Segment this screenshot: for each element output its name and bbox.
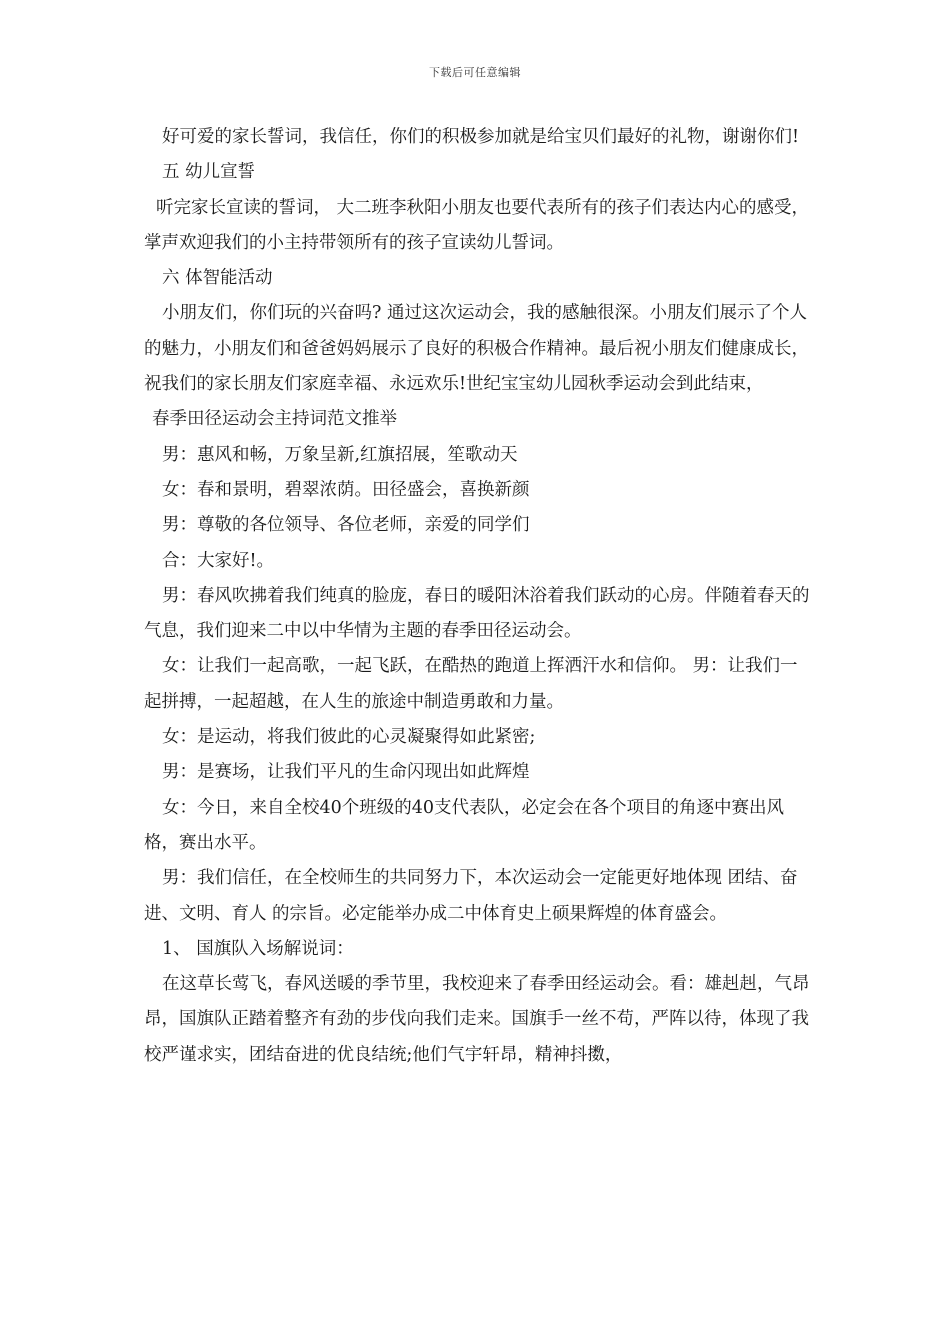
dialogue-line: 女：让我们一起高歌，一起飞跃，在酷热的跑道上挥洒汗水和信仰。 男：让我们一起拼搏，一起超越，在人生的旅途中制造勇敢和力量。 bbox=[144, 656, 798, 712]
dialogue-line: 男：惠风和畅，万象呈新,红旗招展，笙歌动天 bbox=[162, 444, 518, 465]
dialogue-line: 男：是赛场，让我们平凡的生命闪现出如此辉煌 bbox=[162, 762, 530, 783]
section-heading: 五 幼儿宣誓 bbox=[162, 162, 256, 183]
dialogue-line: 女：今日，来自全校40个班级的40支代表队，必定会在各个项目的角逐中赛出风格，赛出水平。 bbox=[144, 797, 785, 853]
section-heading: 1、 国旗队入场解说词： bbox=[162, 938, 354, 959]
dialogue-line: 男：春风吹拂着我们纯真的脸庞，春日的暖阳沐浴着我们跃动的心房。伴随着春天的气息，我们迎来二中以中华情为主题的春季田径运动会。 bbox=[144, 585, 810, 642]
dialogue-line: 男：我们信任，在全校师生的共同努力下，本次运动会一定能更好地体现 团结、奋进、文明、育人 的宗旨。必定能举办成二中体育史上硕果辉煌的体育盛会。 bbox=[144, 868, 798, 924]
section-heading: 六 体智能活动 bbox=[162, 268, 273, 289]
dialogue-line: 男：尊敬的各位领导、各位老师，亲爱的同学们 bbox=[162, 515, 530, 536]
page-header: 下载后可任意编辑 bbox=[429, 66, 521, 79]
dialogue-line: 合：大家好!。 bbox=[162, 550, 275, 571]
document-body bbox=[144, 120, 812, 1073]
dialogue-line: 女：是运动，将我们彼此的心灵凝聚得如此紧密; bbox=[162, 727, 536, 748]
section-heading: 春季田径运动会主持词范文推举 bbox=[152, 409, 397, 430]
paragraph: 好可爱的家长誓词，我信任，你们的积极参加就是给宝贝们最好的礼物，谢谢你们! bbox=[162, 127, 800, 147]
dialogue-line: 女：春和景明，碧翠浓荫。田径盛会，喜换新颜 bbox=[162, 479, 530, 500]
paragraph: 在这草长莺飞，春风送暖的季节里，我校迎来了春季田经运动会。看：雄赳赳，气昂昂，国旗队正踏着整齐有劲的步伐向我们走来。国旗手一丝不苟，严阵以待，体现了我校严谨求实，团结奋进的优良结统;他们气宇轩昂，精神抖擞， bbox=[144, 974, 810, 1065]
paragraph: 小朋友们，你们玩的兴奋吗? 通过这次运动会，我的感触很深。小朋友们展示了个人的魅力，小朋友们和爸爸妈妈展示了良好的积极合作精神。最后祝小朋友们健康成长，祝我们的家长朋友们家庭幸福、永远欢乐!世纪宝宝幼儿园秋季运动会到此结束， bbox=[144, 303, 809, 395]
paragraph: 听完家长宣读的誓词， 大二班李秋阳小朋友也要代表所有的孩子们表达内心的感受，掌声欢迎我们的小主持带领所有的孩子宣读幼儿誓词。 bbox=[144, 197, 810, 253]
